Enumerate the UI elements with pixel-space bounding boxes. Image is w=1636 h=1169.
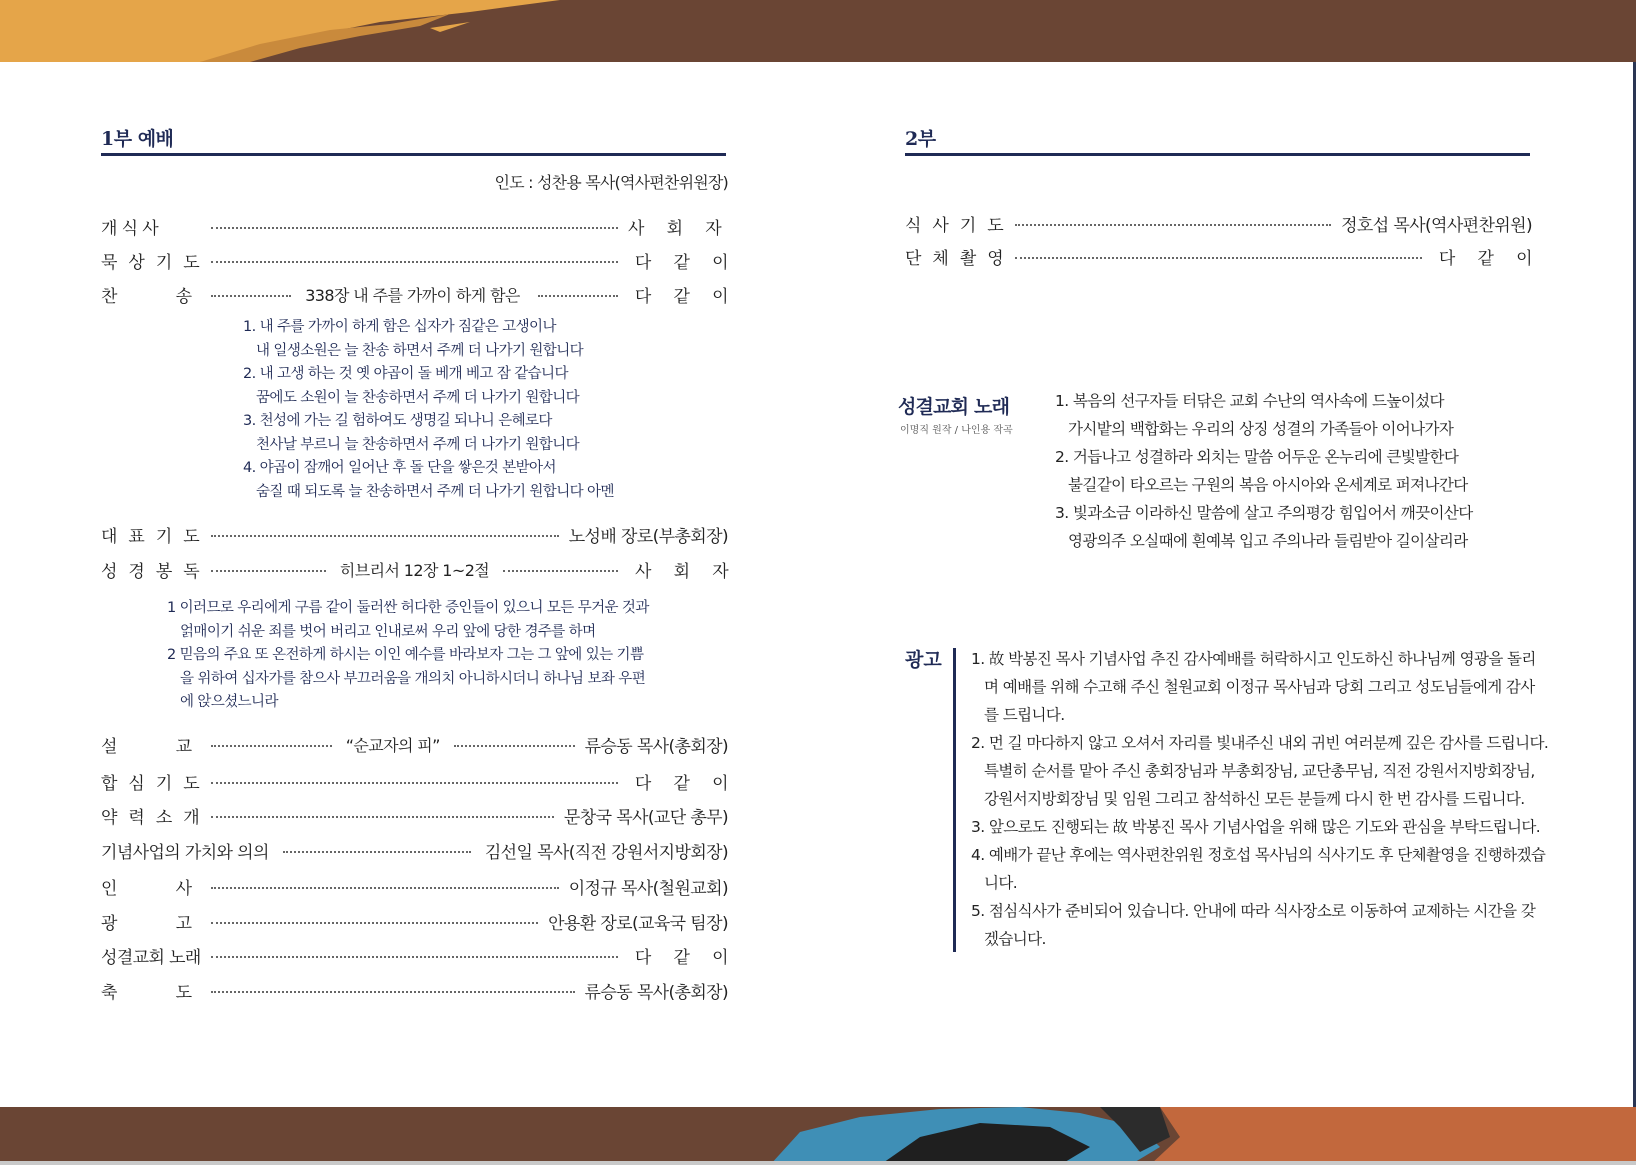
leader-dots (454, 745, 575, 747)
program-label: 대표기도 (101, 526, 211, 547)
program-row (101, 768, 728, 794)
program-row (101, 556, 728, 582)
program-label: 인 사 (101, 878, 192, 899)
program-person: 류승동 목사(총회장) (584, 982, 728, 1003)
program-row (101, 247, 728, 273)
lyric-line: 꿈에도 소원이 늘 찬송하면서 주께 더 나가기 원합니다 (256, 389, 580, 406)
ad-line: 를 드립니다. (984, 706, 1065, 724)
hymn-lyrics (243, 316, 614, 504)
program-label: 약력소개 (101, 807, 211, 828)
ad-line: 며 예배를 위해 수고해 주신 철원교회 이정규 목사님과 당회 그리고 성도님들에게 감사 (984, 678, 1535, 696)
program-row (101, 908, 728, 934)
scripture-text (167, 597, 649, 715)
leader-dots (211, 991, 575, 993)
song-line: 가시밭의 백합화는 우리의 상징 성결의 가족들아 이어나가자 (1068, 420, 1454, 438)
program-label: 축 도 (101, 982, 192, 1003)
scripture-line: 에 앉으셨느니라 (180, 694, 278, 710)
scripture-reference: 히브리서 12장 1~2절 (339, 560, 490, 580)
program-person: 다 같 이 (634, 252, 728, 273)
bottom-brush-decoration (0, 1107, 1636, 1165)
song-line: 2. 거듭나고 성결하라 외치는 말씀 어두운 온누리에 큰빛발한다 (1055, 448, 1459, 466)
leader-dots (211, 782, 618, 784)
ad-line: 강원서지방회장님 및 임원 그리고 참석하신 모든 분들께 다시 한 번 감사를 드립니다. (984, 790, 1525, 808)
program-label: 식사기도 (905, 215, 1015, 236)
song-line: 3. 빛과소금 이라하신 말씀에 살고 주의평강 힘입어서 깨끗이산다 (1055, 504, 1473, 522)
program-row (101, 213, 728, 239)
leader-dots (211, 295, 291, 297)
lyric-line: 2. 내 고생 하는 것 옛 야곱이 돌 베개 베고 잠 같습니다 (243, 366, 568, 382)
leader-dots (211, 745, 332, 747)
ad-line: 겠습니다. (984, 930, 1046, 948)
leader-line: 인도 : 성찬용 목사(역사편찬위원장) (494, 173, 728, 192)
program-row (905, 243, 1532, 269)
ads-list (971, 645, 1548, 953)
leader-dots (211, 956, 618, 958)
program-label: 성경봉독 (101, 561, 211, 582)
scripture-line: 을 위하여 십자가를 참으사 부끄러움을 개의치 아니하시더니 하나님 보좌 우편 (180, 670, 646, 687)
program-person: 정호섭 목사(역사편찬위원) (1341, 215, 1532, 236)
lyric-line: 1. 내 주를 가까이 하게 함은 십자가 짐같은 고생이나 (243, 319, 556, 335)
program-row (101, 942, 728, 968)
program-row (101, 281, 728, 307)
program-person: 다 같 이 (634, 286, 728, 307)
ads-title: 광고 (905, 649, 942, 671)
program-person: 김선일 목사(직전 강원서지방회장) (484, 842, 728, 863)
leader-dots (211, 227, 618, 229)
ad-line: 2. 먼 길 마다하지 않고 오셔서 자리를 빛내주신 내외 귀빈 여러분께 깊은 감사를 드립니다. (971, 734, 1549, 752)
ads-bar (953, 648, 956, 952)
scripture-line: 2 믿음의 주요 또 온전하게 하시는 이인 예수를 바라보자 그는 그 앞에 있는 기쁨 (167, 647, 644, 663)
program-person: 문창국 목사(교단 총무) (563, 807, 728, 828)
program-label: 개 식 사 (101, 218, 159, 239)
song-line: 불길같이 타오르는 구원의 복음 아시아와 온세계로 퍼져나간다 (1068, 476, 1468, 494)
lyric-line: 천사날 부르니 늘 찬송하면서 주께 더 나가기 원합니다 (256, 436, 580, 453)
leader-dots (1015, 224, 1331, 226)
song-credit: 이명직 원작 / 나인용 작곡 (900, 425, 1013, 436)
program-label: 설 교 (101, 736, 192, 757)
song-lyrics (1055, 387, 1473, 555)
leader-dots (211, 816, 554, 818)
program-row (101, 731, 728, 757)
program-person: 류승동 목사(총회장) (584, 736, 729, 757)
ad-line: 특별히 순서를 맡아 주신 총회장님과 부총회장님, 교단총무님, 직전 강원서지방회장님, (984, 762, 1535, 780)
scripture-line: 얽매이기 쉬운 죄를 벗어 버리고 인내로써 우리 앞에 당한 경주를 하며 (180, 623, 596, 640)
program-person: 다 같 이 (1438, 248, 1532, 269)
program-person: 노성배 장로(부총회장) (568, 526, 728, 547)
program-row (101, 977, 728, 1003)
program-label: 합심기도 (101, 773, 211, 794)
program-row (101, 837, 728, 863)
program-label: 성결교회 노래 (101, 947, 201, 968)
program-label: 단체촬영 (905, 248, 1015, 269)
lyric-line: 4. 야곱이 잠깨어 일어난 후 돌 단을 쌓은것 본받아서 (243, 460, 556, 476)
song-line: 영광의주 오실때에 흰예복 입고 주의나라 들림받아 길이살리라 (1068, 532, 1468, 550)
song-title: 성결교회 노래 (898, 396, 1010, 418)
leader-dots (1015, 257, 1422, 259)
program-row (101, 873, 728, 899)
program-label: 묵상기도 (101, 252, 211, 273)
ad-line: 5. 점심식사가 준비되어 있습니다. 안내에 따라 식사장소로 이동하여 교제하는 시간을 갖 (971, 902, 1536, 920)
leader-dots (211, 922, 538, 924)
leader-dots (211, 887, 559, 889)
leader-dots (211, 535, 559, 537)
leader-dots (211, 570, 326, 572)
top-banner (0, 0, 1636, 62)
program-person: 다 같 이 (634, 773, 728, 794)
program-person: 이정규 목사(철원교회) (568, 878, 728, 899)
ad-line: 니다. (984, 874, 1018, 892)
program-label: 광 고 (101, 913, 192, 934)
program-label: 찬 송 (101, 286, 192, 307)
leader-dots (503, 570, 618, 572)
hymn-title: 338장 내 주를 가까이 하게 함은 (305, 285, 520, 305)
ad-line: 3. 앞으로도 진행되는 故 박봉진 목사 기념사업을 위해 많은 기도와 관심을 부탁드립니다. (971, 818, 1541, 836)
leader-dots (211, 261, 618, 263)
program-person: 사 회 자 (634, 561, 729, 582)
part2-rule (905, 153, 1530, 156)
leader-dots (283, 851, 471, 853)
program-row (905, 210, 1532, 236)
part1-title: 1부 예배 (101, 128, 174, 150)
program-row (101, 802, 728, 828)
program-person: 다 같 이 (634, 947, 728, 968)
lyric-line: 3. 천성에 가는 길 험하여도 생명길 되나니 은혜로다 (243, 413, 552, 429)
bottom-banner (0, 1107, 1636, 1165)
song-line: 1. 복음의 선구자들 터닦은 교회 수난의 역사속에 드높이섰다 (1055, 392, 1444, 410)
leader-dots (538, 295, 618, 297)
part1-rule (101, 153, 726, 156)
program-person: 사 회 자 (628, 218, 722, 239)
program-label: 기념사업의 가치와 의의 (101, 842, 269, 863)
lyric-line: 내 일생소원은 늘 찬송 하면서 주께 더 나가기 원합니다 (256, 342, 584, 359)
ad-line: 4. 예배가 끝난 후에는 역사편찬위원 정호섭 목사님의 식사기도 후 단체촬영을 진행하겠습 (971, 846, 1546, 864)
sermon-title: “순교자의 피” (345, 735, 440, 755)
part2-title: 2부 (905, 128, 936, 150)
program-row (101, 521, 728, 547)
lyric-line: 숨질 때 되도록 늘 찬송하면서 주께 더 나가기 원합니다 아멘 (256, 483, 614, 500)
scripture-line: 1 이러므로 우리에게 구름 같이 둘러싼 허다한 증인들이 있으니 모든 무거운 것과 (167, 600, 649, 616)
top-brush-decoration (0, 0, 1636, 62)
program-person: 안용환 장로(교육국 팀장) (548, 913, 728, 934)
ad-line: 1. 故 박봉진 목사 기념사업 추진 감사예배를 허락하시고 인도하신 하나님께 영광을 돌리 (971, 650, 1536, 668)
